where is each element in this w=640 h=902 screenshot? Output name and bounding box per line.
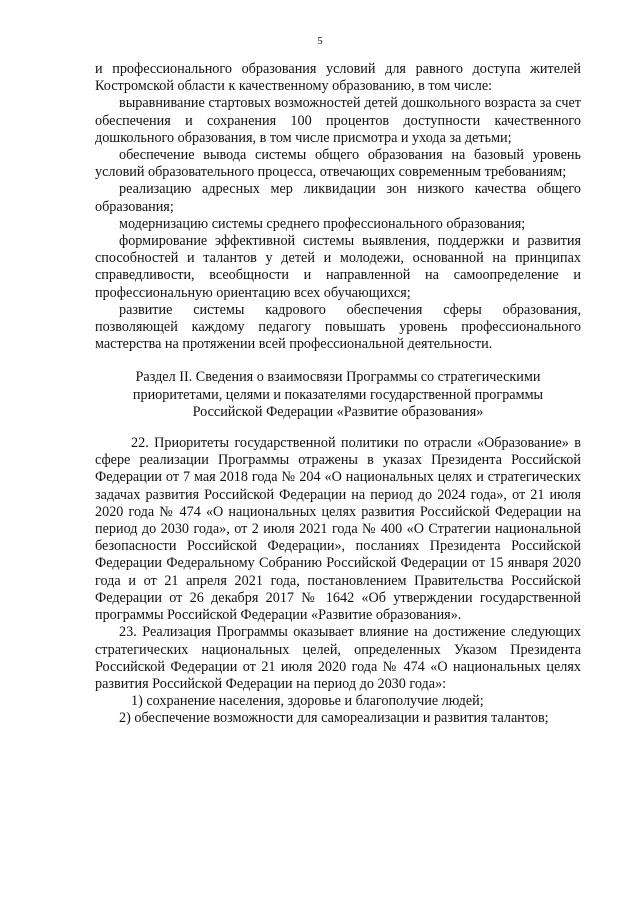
item-22-paragraph: 22. Приоритеты государственной политики по отрасли «Образование» в сфере реализации Программы отражены в указах Президента Российской Федерации от 7 мая 2018 года № 204 «О национальных целях и стратегических задачах развития Российской Федерации на период до 2024 года», от 21 июля 2020 года № 474 «О национальных целях развития Российской Федерации на период до 2030 года», от 2 июля 2021 года № 400 «О Стратегии национальной безопасности Российской Федерации», посланиях Президента Российской Федерации Федеральному Собранию Российской Федерации от 15 января 2020 года и от 21 апреля 2021 года, постановлением Правительства Российской Федерации от 26 декабря 2017 № 1642 «Об утверждении государственной программы Российской Федерации «Развитие образования». <box>95 435 581 624</box>
goal-item: 2) обеспечение возможности для самореализации и развития талантов; <box>119 710 549 727</box>
list-item: формирование эффективной системы выявления, поддержки и развития способностей и талантов у детей и молодежи, основанной на принципах справедливости, всеобщности и направленной на самоопределение и профессиональную ориентацию всех обучающихся; <box>95 233 581 301</box>
list-item: реализацию адресных мер ликвидации зон низкого качества общего образования; <box>95 181 581 215</box>
list-item: выравнивание стартовых возможностей детей дошкольного возраста за счет обеспечения и сохранения 100 процентов доступности качественного дошкольного образования, в том числе присмотра и ухода за детьми; <box>95 95 581 146</box>
list-item: обеспечение вывода системы общего образования на базовый уровень условий образовательного процесса, отвечающих современным требованиям; <box>95 147 581 181</box>
page-number: 5 <box>317 35 323 47</box>
list-item: модернизацию системы среднего профессионального образования; <box>119 215 526 232</box>
document-body <box>95 61 581 728</box>
list-item: развитие системы кадрового обеспечения сферы образования, позволяющей каждому педагогу повышать уровень профессионального мастерства на протяжении всей профессиональной деятельности. <box>95 301 581 353</box>
item-23-paragraph: 23. Реализация Программы оказывает влияние на достижение следующих стратегических национальных целей, определенных Указом Президента Российской Федерации от 21 июля 2020 года № 474 «О национальных целях развития Российской Федерации на период до 2030 года»: <box>95 624 581 692</box>
goal-item: 1) сохранение населения, здоровье и благополучие людей; <box>131 693 484 710</box>
section-heading: Раздел II. Сведения о взаимосвязи Программы со стратегическими приоритетами, целями и показателями государственной программы Российской Федерации «Развитие образования» <box>132 369 544 420</box>
intro-paragraph: и профессионального образования условий для равного доступа жителей Костромской области к качественному образованию, в том числе: <box>95 61 581 95</box>
